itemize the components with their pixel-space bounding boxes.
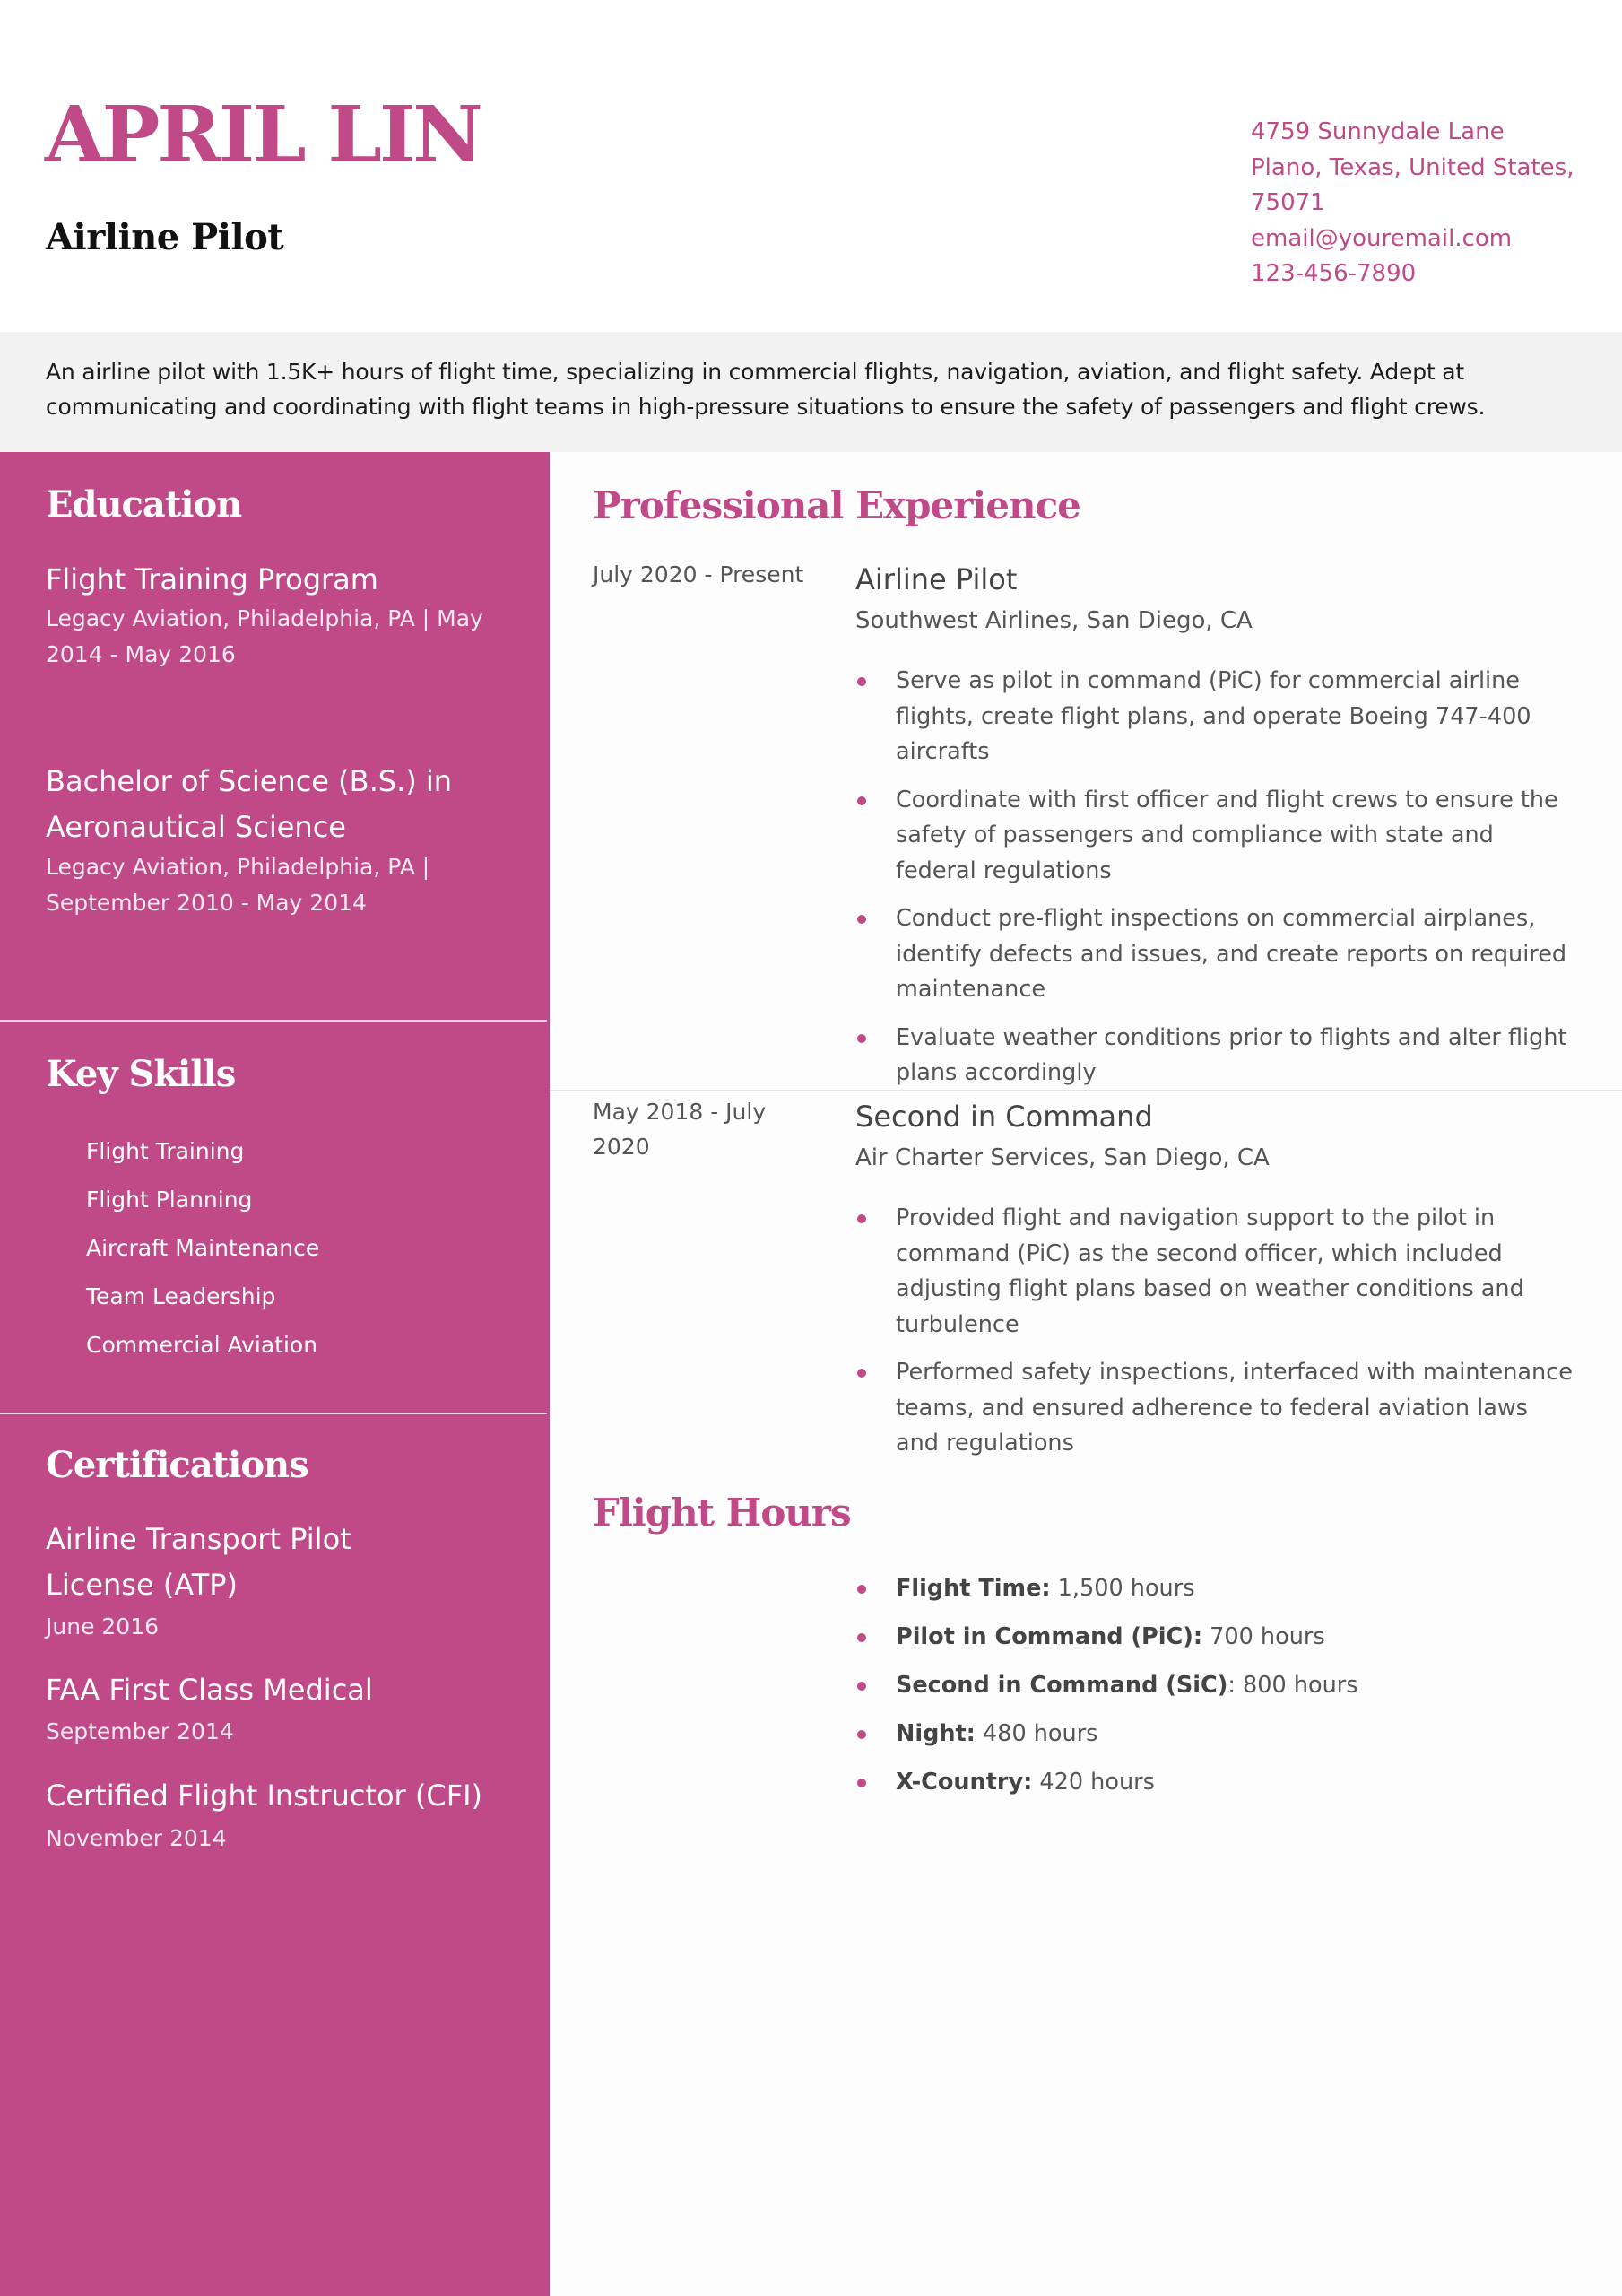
flight-hours-label: Flight Time:	[896, 1575, 1051, 1602]
sidebar-divider	[0, 1413, 547, 1414]
experience-divider	[550, 1090, 1622, 1091]
job-bullet: Performed safety inspections, interfaced with maintenance teams, and ensured adherence to federal aviation laws and regulations	[855, 1355, 1573, 1462]
certification-title: Certified Flight Instructor (CFI)	[46, 1779, 483, 1813]
address-line-3: 75071	[1251, 189, 1325, 216]
flight-hours-label: Second in Command (SiC)	[896, 1672, 1228, 1699]
skill-item: Aircraft Maintenance	[86, 1235, 320, 1261]
sidebar	[0, 452, 550, 2296]
address-line-2: Plano, Texas, United States,	[1251, 153, 1574, 181]
summary-band	[0, 332, 1622, 452]
job-bullets	[855, 1201, 1573, 1474]
flight-hours-value: 1,500 hours	[1050, 1575, 1195, 1602]
flight-hours-value: : 800 hours	[1227, 1672, 1358, 1699]
skill-item: Team Leadership	[86, 1283, 276, 1309]
education-item-title: Flight Training Program	[46, 562, 378, 596]
skill-item: Flight Planning	[86, 1187, 253, 1213]
skills-list	[86, 1127, 319, 1370]
job-dates: July 2020 - Present	[593, 561, 804, 587]
job-role: Airline Pilot	[855, 562, 1018, 596]
email-link[interactable]: email@youremail.com	[1251, 224, 1513, 252]
flight-hours-value: 480 hours	[975, 1720, 1098, 1747]
certification-title: Airline Transport Pilot License (ATP)	[46, 1522, 351, 1602]
job-bullet: Serve as pilot in command (PiC) for commercial airline flights, create flight plans, and operate Boeing 747-400 aircrafts	[855, 664, 1573, 770]
flight-hours-value: 700 hours	[1202, 1623, 1325, 1650]
skill-item: Commercial Aviation	[86, 1332, 318, 1358]
flight-hours-label: Pilot in Command (PiC):	[896, 1623, 1203, 1650]
address-line-1: 4759 Sunnydale Lane	[1251, 118, 1505, 145]
education-item-meta: Legacy Aviation, Philadelphia, PA | May 2014 - May 2016	[46, 605, 483, 667]
job-bullet: Provided flight and navigation support to the pilot in command (PiC) as the second officer, which included adjusting flight plans based on weather conditions and turbulence	[855, 1201, 1573, 1343]
certification-date: June 2016	[46, 1613, 160, 1639]
sidebar-divider	[0, 1020, 547, 1022]
flight-hours-item	[855, 1661, 1573, 1709]
candidate-job-title: Airline Pilot	[46, 216, 284, 258]
flight-hours-value: 420 hours	[1032, 1769, 1155, 1796]
professional-summary: An airline pilot with 1.5K+ hours of flight time, specializing in commercial flights, navigation, aviation, and flight safety. Adept at communicating and coordinating with flight teams in high-pressure situations to ensure the safety of passengers and flight crews.	[46, 359, 1486, 420]
job-bullet: Evaluate weather conditions prior to flights and alter flight plans accordingly	[855, 1021, 1573, 1091]
education-heading: Education	[46, 483, 242, 526]
flight-hours-item	[855, 1613, 1573, 1661]
education-item-title: Bachelor of Science (B.S.) in Aeronautical Science	[46, 764, 453, 844]
certification-date: September 2014	[46, 1718, 234, 1744]
job-bullets	[855, 664, 1573, 1104]
certification-title: FAA First Class Medical	[46, 1673, 373, 1707]
flight-hours-list	[855, 1564, 1573, 1806]
phone-number: 123-456-7890	[1251, 260, 1417, 287]
candidate-name: APRIL LIN	[45, 90, 481, 180]
skill-item: Flight Training	[86, 1138, 245, 1164]
experience-heading: Professional Experience	[593, 483, 1080, 527]
job-bullet: Coordinate with first officer and flight crews to ensure the safety of passengers and compliance with state and federal regulations	[855, 783, 1573, 890]
flight-hours-label: Night:	[896, 1720, 976, 1747]
flight-hours-label: X-Country:	[896, 1769, 1033, 1796]
education-item-meta: Legacy Aviation, Philadelphia, PA | September 2010 - May 2014	[46, 854, 430, 916]
flight-hours-item	[855, 1758, 1573, 1806]
job-dates: May 2018 - July 2020	[593, 1099, 767, 1160]
job-role: Second in Command	[855, 1100, 1153, 1134]
certifications-heading: Certifications	[46, 1444, 308, 1486]
job-company: Air Charter Services, San Diego, CA	[855, 1144, 1270, 1171]
flight-hours-item	[855, 1709, 1573, 1758]
flight-hours-item	[855, 1564, 1573, 1613]
certification-date: November 2014	[46, 1825, 227, 1851]
job-company: Southwest Airlines, San Diego, CA	[855, 607, 1253, 634]
job-bullet: Conduct pre-flight inspections on commercial airplanes, identify defects and issues, and create reports on required maintenance	[855, 901, 1573, 1008]
skills-heading: Key Skills	[46, 1053, 236, 1095]
contact-block	[1251, 115, 1574, 292]
resume-header	[0, 0, 1622, 332]
flight-hours-heading: Flight Hours	[593, 1491, 851, 1535]
